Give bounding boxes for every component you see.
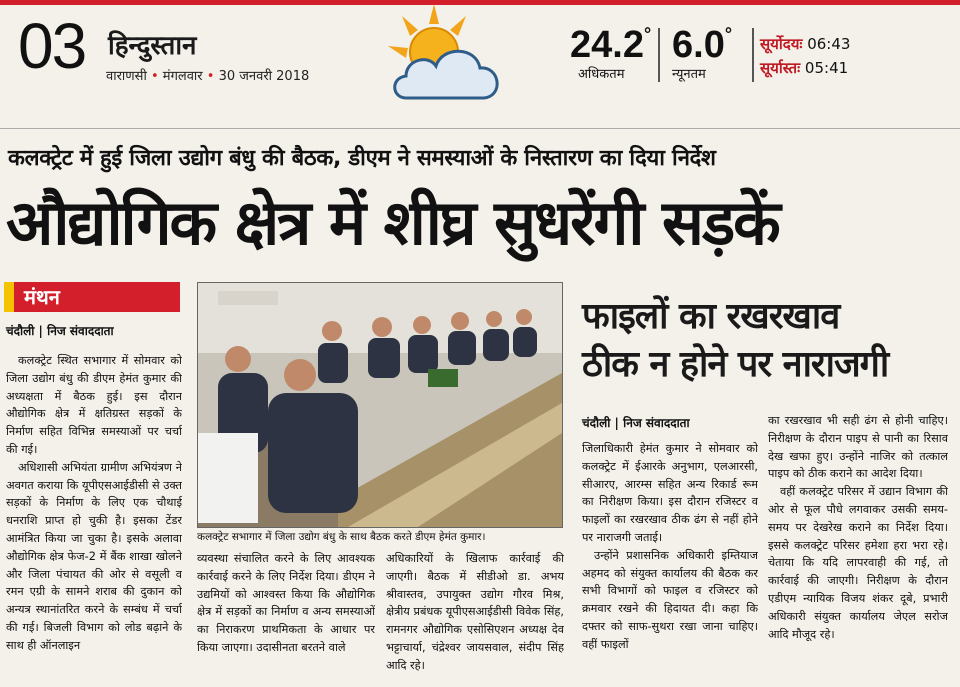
article-paragraph: जिलाधिकारी हेमंत कुमार ने सोमवार को कलक्ट्रेट में ईआरके अनुभाग, एलआरसी, सीआरए, आरम्स सहित अन्य रिकार्ड रूम का निरीक्षण किया। इस दौरान रजिस्टर व फाइलों का रखरखाव ठीक ढंग से नहीं होने पर नाराजगी जताई। (582, 442, 758, 544)
column-tag (4, 282, 180, 312)
max-temperature: 24.2° (570, 24, 652, 66)
min-temperature: 6.0° (672, 24, 733, 66)
second-headline-line-1: फाइलों का रखरखाव (582, 296, 840, 337)
meeting-photo (197, 282, 563, 528)
sunset-time: 05:41 (804, 59, 849, 77)
sun-divider (752, 28, 754, 82)
temp-divider (658, 28, 660, 82)
article-paragraph: का रखरखाव भी सही ढंग से होनी चाहिए। निरीक्षण के दौरान पाइप से पानी का रिसाव देख खफा हुए। उन्होंने नाजिर को तत्काल पाइप को ठीक कराने का आदेश दिया। (768, 414, 948, 481)
sunrise-label: सूर्योदयः (760, 35, 803, 53)
max-temperature-label: अधिकतम (578, 67, 625, 82)
article-column-1 (6, 352, 182, 687)
second-headline-line-2: ठीक न होने पर नाराजगी (582, 344, 889, 385)
article-column-3 (386, 550, 564, 687)
sunset-label: सूर्यास्तः (760, 59, 801, 77)
article-paragraph: अधिशासी अभियंता ग्रामीण अभियंत्रण ने अवगत कराया कि यूपीएसआईडीसी से उक्त सड़कों के निर्माण के लिए एक चौथाई धनराशि प्राप्त हो चुकी है। इसका टेंडर आमंत्रित किया जा चुका है। इसके अलावा औद्योगिक क्षेत्र फेज-2 में बैंक शाखा खोलने और जिला पंचायत की ओर से वसूली व रमन एग्री के सामने शराब की दुकान को अन्यत्र स्थानांतरित करने के सम्बंध में चर्चा की गई। बिजली विभाग को लोड बढ़ाने के साथ ही ऑनलाइन (6, 460, 182, 652)
second-article-byline: चंदौली | निज संवाददाता (582, 416, 690, 430)
sunrise-row (760, 34, 850, 54)
article-kicker: कलक्ट्रेट में हुई जिला उद्योग बंधु की बैठक, डीएम ने समस्याओं के निस्तारण का दिया निर्देश (8, 146, 716, 171)
article-paragraph: कलक्ट्रेट स्थित सभागार में सोमवार को जिला उद्योग बंधु की डीएम हेमंत कुमार की अध्यक्षता में बैठक हुई। इस दौरान औद्योगिक क्षेत्र में क्षतिग्रस्त सड़कों के निर्माण सहित विभिन्न समस्याओं पर चर्चा की गई। (6, 354, 182, 456)
meeting-photo-illustration (198, 283, 562, 527)
sunset-row (760, 58, 848, 78)
newspaper-brand: हिन्दुस्तान (108, 31, 197, 61)
column-tag-bar (4, 282, 14, 312)
dateline-weekday: मंगलवार (162, 69, 203, 84)
column-tag-label: मंथन (24, 285, 60, 309)
sun-cloud-icon (372, 2, 512, 124)
article-headline: औद्योगिक क्षेत्र में शीघ्र सुधरेंगी सड़कें (6, 186, 779, 259)
dateline-date: 30 जनवरी 2018 (218, 69, 310, 84)
masthead-divider (0, 128, 960, 129)
article-column-2 (197, 550, 375, 687)
article-paragraph: वहीं कलक्ट्रेट परिसर में उद्यान विभाग की ओर से फूल पौधे लगवाकर उसकी समय-समय पर देखरेख कराने का निर्देश दिया। इससे कलक्ट्रेट परिसर हमेशा हरा भरा रहे। चेताया कि यदि लापरवाही की गई, तो कार्रवाई की जाएगी। निरीक्षण के दौरान एडीएम न्यायिक विजय शंकर दूबे, प्रभारी अधिकारी संयुक्त कार्यालय जेएल सरोज आदि मौजूद रहे। (768, 485, 948, 641)
dateline-dot: • (206, 69, 215, 84)
dateline-dot: • (150, 69, 159, 84)
dateline (106, 66, 309, 84)
article-byline: चंदौली | निज संवाददाता (6, 324, 114, 338)
sunrise-time: 06:43 (807, 35, 851, 53)
second-article-column-1 (582, 440, 758, 687)
dateline-city: वाराणसी (106, 69, 147, 84)
article-paragraph: उन्होंने प्रशासनिक अधिकारी इम्तियाज अहमद को संयुक्त कार्यालय की बैठक कर सभी विभागों को फाइल व रजिस्टर को क्रमवार रखने की हिदायत दी। कहा कि दफ्तर को साफ-सुथरा रखा जाना चाहिए। वहीं फाइलों (582, 548, 758, 651)
min-temperature-label: न्यूनतम (672, 67, 706, 82)
article-paragraph: अधिकारियों के खिलाफ कार्रवाई की जाएगी। बैठक में सीडीओ डा. अभय श्रीवास्तव, उपायुक्त उद्योग गौरव मिश्र, क्षेत्रीय प्रबंधक यूपीएसआईडीसी विवेक सिंह, रामनगर औद्योगिक एसोसिएशन अध्यक्ष देव भट्टाचार्या, चंद्रेश्वर जायसवाल, संदीप सिंह आदि रहे। (386, 552, 564, 672)
page-number: 03 (18, 10, 86, 82)
photo-caption: कलक्ट्रेट सभागार में जिला उद्योग बंधु के साथ बैठक करते डीएम हेमंत कुमार। (197, 531, 486, 543)
article-paragraph: व्यवस्था संचालित करने के लिए आवश्यक कार्रवाई करने के लिए निर्देश दिया। डीएम ने उद्यमियों को आश्वस्त किया कि औद्योगिक क्षेत्र में सड़कों का निर्माण व अन्य समस्याओं का निराकरण प्राथमिकता के आधार पर किया जाएगा। उदासीनता बरतने वाले (197, 552, 375, 654)
second-article-column-2 (768, 412, 948, 687)
